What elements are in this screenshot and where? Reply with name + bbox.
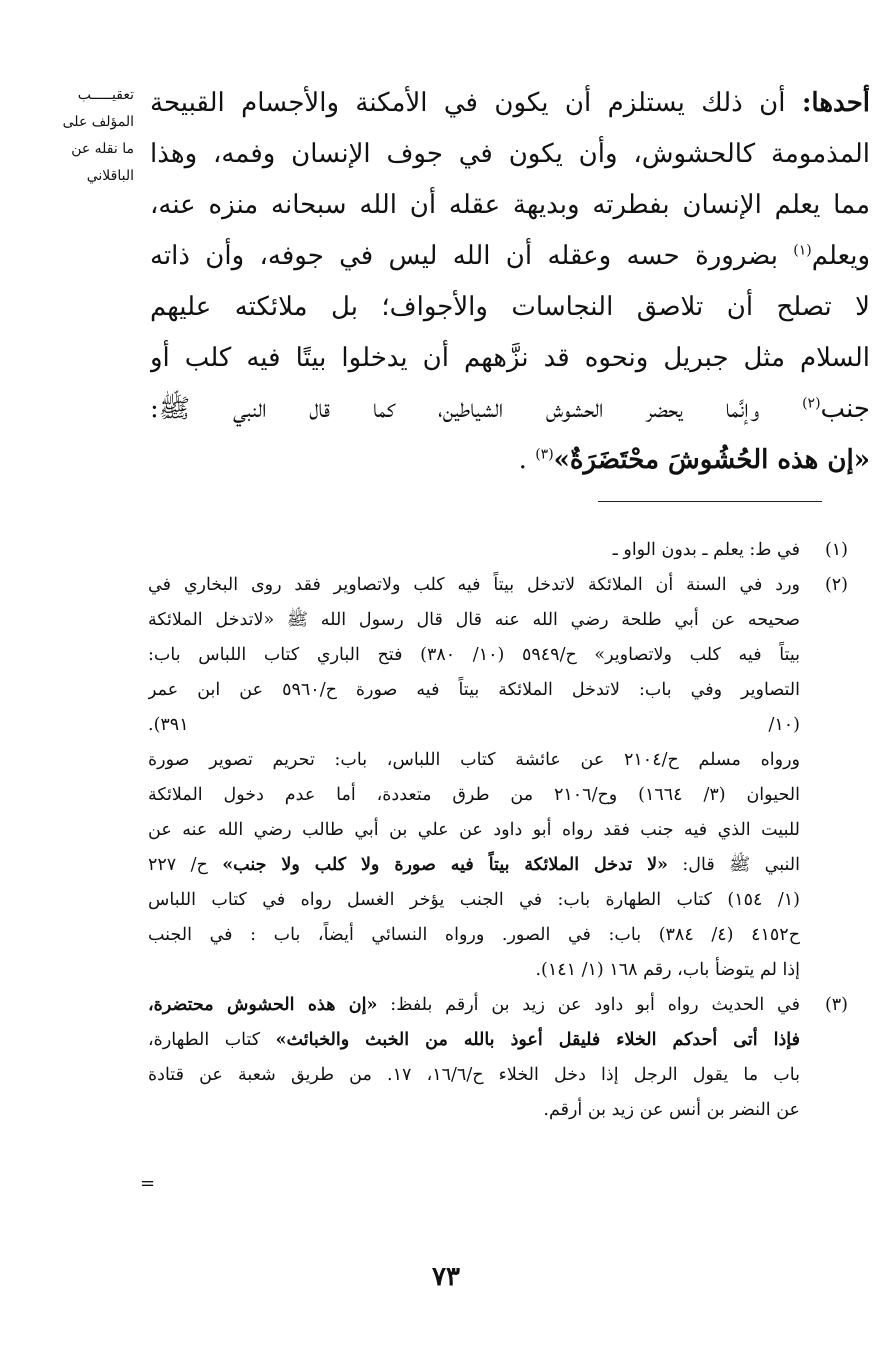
footnote-line bbox=[148, 1058, 800, 1093]
footnote bbox=[148, 533, 848, 568]
text-segment: ورواه مسلم ح/٢١٠٤ عن عائشة كتاب اللباس، باب: تحريم تصوير صورة bbox=[148, 750, 800, 770]
footnote-line bbox=[148, 743, 800, 778]
text-segment: بضرورة حسه وعقله أن الله ليس في جوفه، وأن ذاته bbox=[150, 241, 794, 271]
main-text-line bbox=[150, 384, 870, 435]
continuation-mark: = bbox=[140, 1173, 156, 1194]
text-segment: باب ما يقول الرجل إذا دخل الخلاء ح/١٦/٦، ١٧. من طريق شعبة عن قتادة bbox=[148, 1065, 800, 1085]
text-segment: التصاوير وفي باب: لاتدخل الملائكة بيتاً فيه صورة ح/٥٩٦٠ عن ابن عمر bbox=[148, 680, 800, 700]
footnote-line bbox=[148, 883, 800, 918]
text-segment: كتاب الطهارة، bbox=[148, 1030, 276, 1050]
text-segment: إذا لم يتوضأ باب، رقم ١٦٨ (١/ ١٤١). bbox=[535, 960, 800, 980]
text-segment: صحيحه عن أبي طلحة رضي الله عنه قال قال رسول الله ﷺ «لاتدخل الملائكة bbox=[148, 610, 800, 630]
text-segment: المذمومة كالحشوش، وأن يكون في جوف الإنسان وفمه، وهذا bbox=[150, 139, 870, 169]
text-segment: في الحديث رواه أبو داود عن زيد بن أرقم بلفظ: bbox=[377, 995, 800, 1015]
footnote-line bbox=[148, 673, 800, 708]
footnote-separator bbox=[598, 501, 822, 502]
text-segment: لا تصلح أن تلاصق النجاسات والأجواف؛ بل ملائكته عليهم bbox=[150, 292, 870, 322]
margin-note bbox=[38, 82, 134, 190]
lead-word: أحدها: bbox=[801, 88, 870, 118]
margin-note-line: تعقيـــــب bbox=[77, 87, 134, 103]
margin-note-line: ما نقله عن bbox=[71, 141, 134, 157]
text-segment: ورد في السنة أن الملائكة لاتدخل بيتاً فيه كلب ولاتصاوير فقد روى البخاري في bbox=[148, 575, 800, 595]
text-segment: ويعلم bbox=[811, 241, 870, 271]
page-number: ٧٣ bbox=[432, 1262, 460, 1292]
text-segment: النبي ﷺ قال: bbox=[668, 855, 800, 875]
footnote-number: (٢) bbox=[824, 575, 848, 595]
text-segment: السلام مثل جبريل ونحوه قد نزَّههم أن يدخلوا بيتًا فيه كلب أو bbox=[150, 343, 870, 373]
main-text-line bbox=[150, 435, 870, 486]
text-segment: للبيت الذي فيه جنب فقد رواه أبو داود عن علي بن أبي طالب رضي الله عنه عن bbox=[148, 820, 800, 840]
footnote-line bbox=[148, 1093, 800, 1128]
footnote-line bbox=[148, 813, 800, 848]
text-segment: ح/ ٢٢٧ bbox=[148, 855, 223, 875]
footnote-number: (٣) bbox=[824, 995, 848, 1015]
footnote-line bbox=[148, 848, 800, 883]
text-segment: بيتاً فيه كلب ولاتصاوير» ح/٥٩٤٩ (١٠/ ٣٨٠) فتح الباري كتاب اللباس باب: bbox=[148, 645, 800, 665]
main-text-line bbox=[150, 180, 870, 231]
text-segment: جنب bbox=[820, 394, 870, 424]
bold-quote: «إن هذه الحشوش محتضرة، bbox=[148, 995, 378, 1015]
footnote-line bbox=[148, 638, 800, 673]
text-segment: أن ذلك يستلزم أن يكون في الأمكنة والأجسام القبيحة bbox=[150, 88, 802, 118]
footnote-line bbox=[148, 988, 800, 1023]
footnotes bbox=[148, 533, 848, 1128]
text-segment: مما يعلم الإنسان بفطرته وبديهة عقله أن الله سبحانه منزه عنه، bbox=[150, 190, 870, 220]
footnote bbox=[148, 988, 848, 1128]
footnote-line bbox=[148, 918, 800, 953]
main-text-line bbox=[150, 282, 870, 333]
footnote-ref: (٢) bbox=[802, 395, 821, 412]
footnote-number: (١) bbox=[824, 540, 848, 560]
text-segment: ح٤١٥٢ (٤/ ٣٨٤) باب: في الصور. ورواه النسائي أيضاً، باب : في الجنب bbox=[148, 925, 800, 945]
footnote-line bbox=[148, 778, 800, 813]
margin-note-line: المؤلف على bbox=[62, 114, 134, 130]
text-segment: في ط: يعلم ـ بدون الواو ـ bbox=[612, 540, 800, 560]
bold-quote: «لا تدخل الملائكة بيتاً فيه صورة ولا كلب ولا جنب» bbox=[222, 855, 668, 875]
footnote-line bbox=[148, 1023, 800, 1058]
footnote-line bbox=[148, 603, 800, 638]
main-text-line bbox=[150, 333, 870, 384]
footnote-line bbox=[148, 533, 800, 568]
margin-note-line: الباقلاني bbox=[86, 168, 134, 184]
main-text-line bbox=[150, 78, 870, 129]
text-segment: الحيوان (٣/ ١٦٦٤) وح/٢١٠٦ من طرق متعددة، أما عدم دخول الملائكة bbox=[148, 785, 800, 805]
text-segment: وإنَّما يحضر الحشوش الشياطين، كما قال النبي ﷺ: bbox=[150, 394, 803, 424]
footnote-line bbox=[148, 708, 800, 743]
footnote bbox=[148, 568, 848, 988]
bold-quote: فإذا أتى أحدكم الخلاء فليقل أعوذ بالله من الخبث والخبائث» bbox=[275, 1030, 800, 1050]
text-segment: عن النضر بن أنس عن زيد بن أرقم. bbox=[543, 1100, 800, 1120]
hadith-quote: «إن هذه الحُشُوشَ محْتَضَرَةٌ» bbox=[553, 445, 870, 475]
footnote-ref: (١) bbox=[793, 242, 812, 259]
text-segment: (١/ ١٥٤) كتاب الطهارة باب: في الجنب يؤخر الغسل رواه في كتاب اللباس bbox=[148, 890, 800, 910]
main-paragraph bbox=[150, 78, 870, 486]
text-segment: (١٠/ ٣٩١). bbox=[148, 715, 800, 735]
footnote-line bbox=[148, 568, 800, 603]
footnote-ref: (٣) bbox=[535, 446, 554, 463]
main-text-line bbox=[150, 231, 870, 282]
footnote-line bbox=[148, 953, 800, 988]
main-text-line bbox=[150, 129, 870, 180]
text-segment: . bbox=[518, 445, 536, 475]
